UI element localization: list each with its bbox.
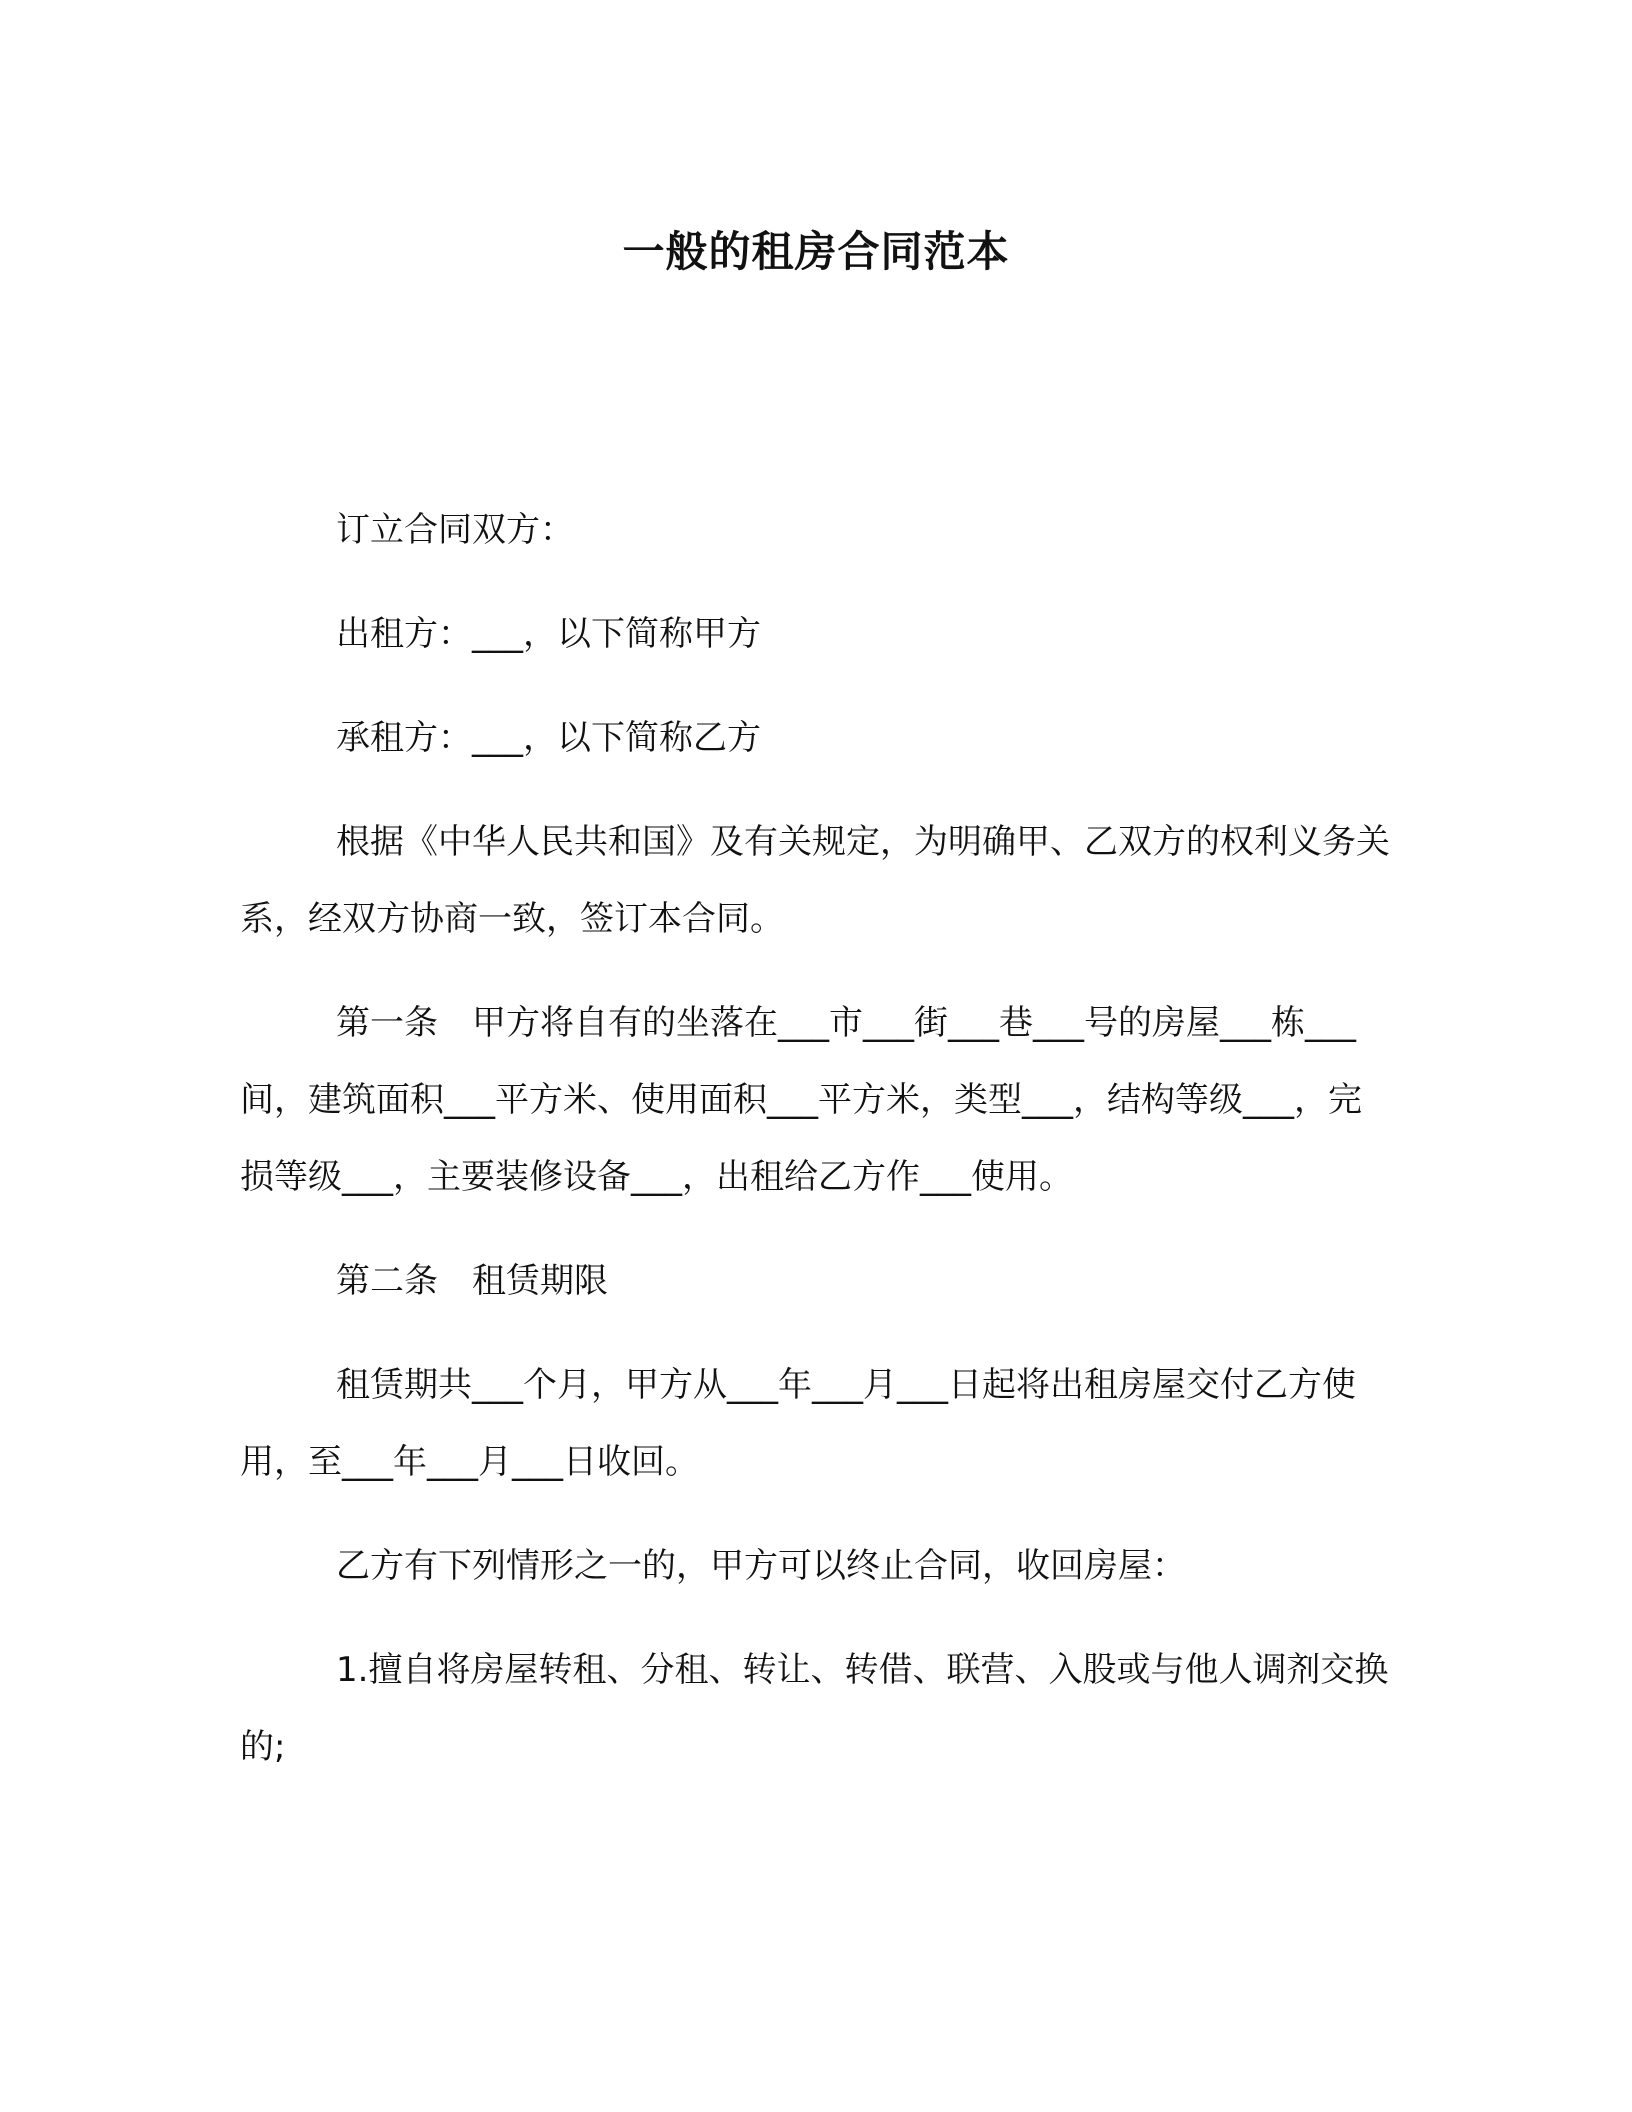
paragraph-article-1: 第一条 甲方将自有的坐落在___市___街___巷___号的房屋___栋___间，建筑面积___平方米、使用面积___平方米，类型___，结构等级___，完损等级___，主要装修设备___，出租给乙方作___使用。	[240, 1003, 1362, 1197]
document-body	[240, 492, 1390, 1813]
paragraph-lessor: 出租方：___，以下简称甲方	[336, 614, 761, 654]
document-title: 一般的租房合同范本	[622, 227, 1010, 276]
paragraph-termination-intro: 乙方有下列情形之一的，甲方可以终止合同，收回房屋：	[336, 1546, 1186, 1586]
paragraph-lessee: 承租方：___，以下简称乙方	[336, 718, 761, 758]
paragraph-article-2-heading: 第二条 租赁期限	[336, 1261, 608, 1301]
paragraph-parties-intro: 订立合同双方：	[336, 510, 574, 550]
paragraph-termination-item-1: 1.擅自将房屋转租、分租、转让、转借、联营、入股或与他人调剂交换的;	[240, 1650, 1389, 1767]
paragraph-basis: 根据《中华人民共和国》及有关规定，为明确甲、乙双方的权利义务关系，经双方协商一致，签订本合同。	[240, 822, 1390, 939]
paragraph-lease-term: 租赁期共___个月，甲方从___年___月___日起将出租房屋交付乙方使用，至___年___月___日收回。	[240, 1365, 1356, 1482]
